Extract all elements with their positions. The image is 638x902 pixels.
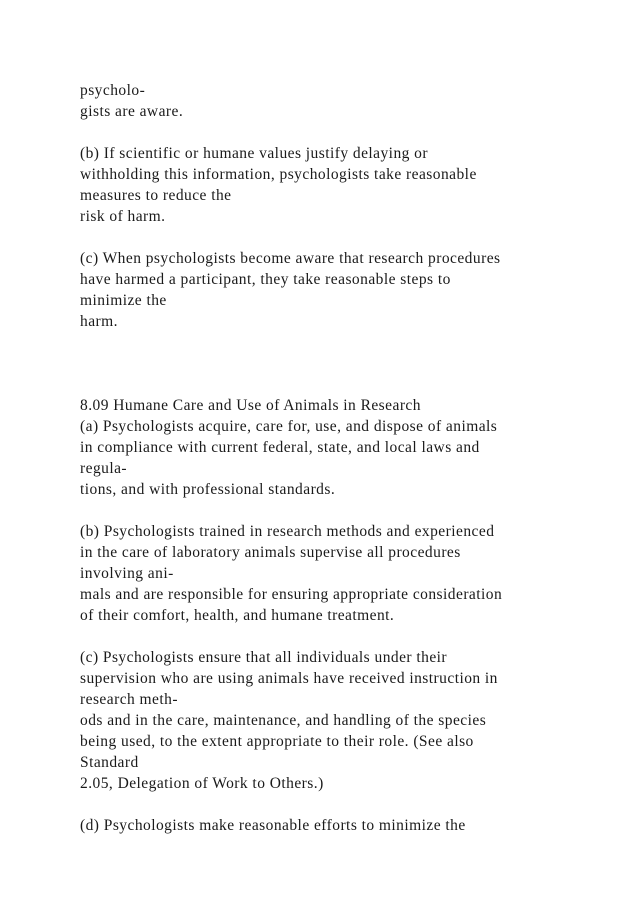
text-line: harm. [80,313,118,330]
text-line: supervision who are using animals have received instruction in [80,670,498,687]
text-line: ods and in the care, maintenance, and handling of the species [80,712,487,729]
text-line: mals and are responsible for ensuring appropriate consideration [80,586,503,603]
text-line: have harmed a participant, they take reasonable steps to [80,271,451,288]
text-line: risk of harm. [80,208,166,225]
text-line: (d) Psychologists make reasonable efforts to minimize the [80,817,466,834]
text-line: (c) When psychologists become aware that research procedures [80,250,501,267]
text-line: (b) Psychologists trained in research methods and experienced [80,523,495,540]
text-line: Standard [80,754,139,771]
text-line: regula- [80,460,128,477]
text-line: being used, to the extent appropriate to their role. (See also [80,733,474,750]
text-line: gists are aware. [80,103,184,120]
text-line: in compliance with current federal, state, and local laws and [80,439,480,456]
text-line: withholding this information, psychologists take reasonable [80,166,477,183]
text-line: measures to reduce the [80,187,232,204]
text-line: involving ani- [80,565,174,582]
text-line: research meth- [80,691,178,708]
text-line: tions, and with professional standards. [80,481,336,498]
text-line: (a) Psychologists acquire, care for, use, and dispose of animals [80,418,498,435]
text-line: minimize the [80,292,167,309]
text-line: psycholo- [80,82,146,99]
text-line: of their comfort, health, and humane treatment. [80,607,395,624]
text-line: (c) Psychologists ensure that all individuals under their [80,649,448,666]
text-line: (b) If scientific or humane values justify delaying or [80,145,428,162]
text-line: in the care of laboratory animals supervise all procedures [80,544,461,561]
section-heading: 8.09 Humane Care and Use of Animals in Research [80,397,421,414]
text-line: 2.05, Delegation of Work to Others.) [80,775,324,792]
